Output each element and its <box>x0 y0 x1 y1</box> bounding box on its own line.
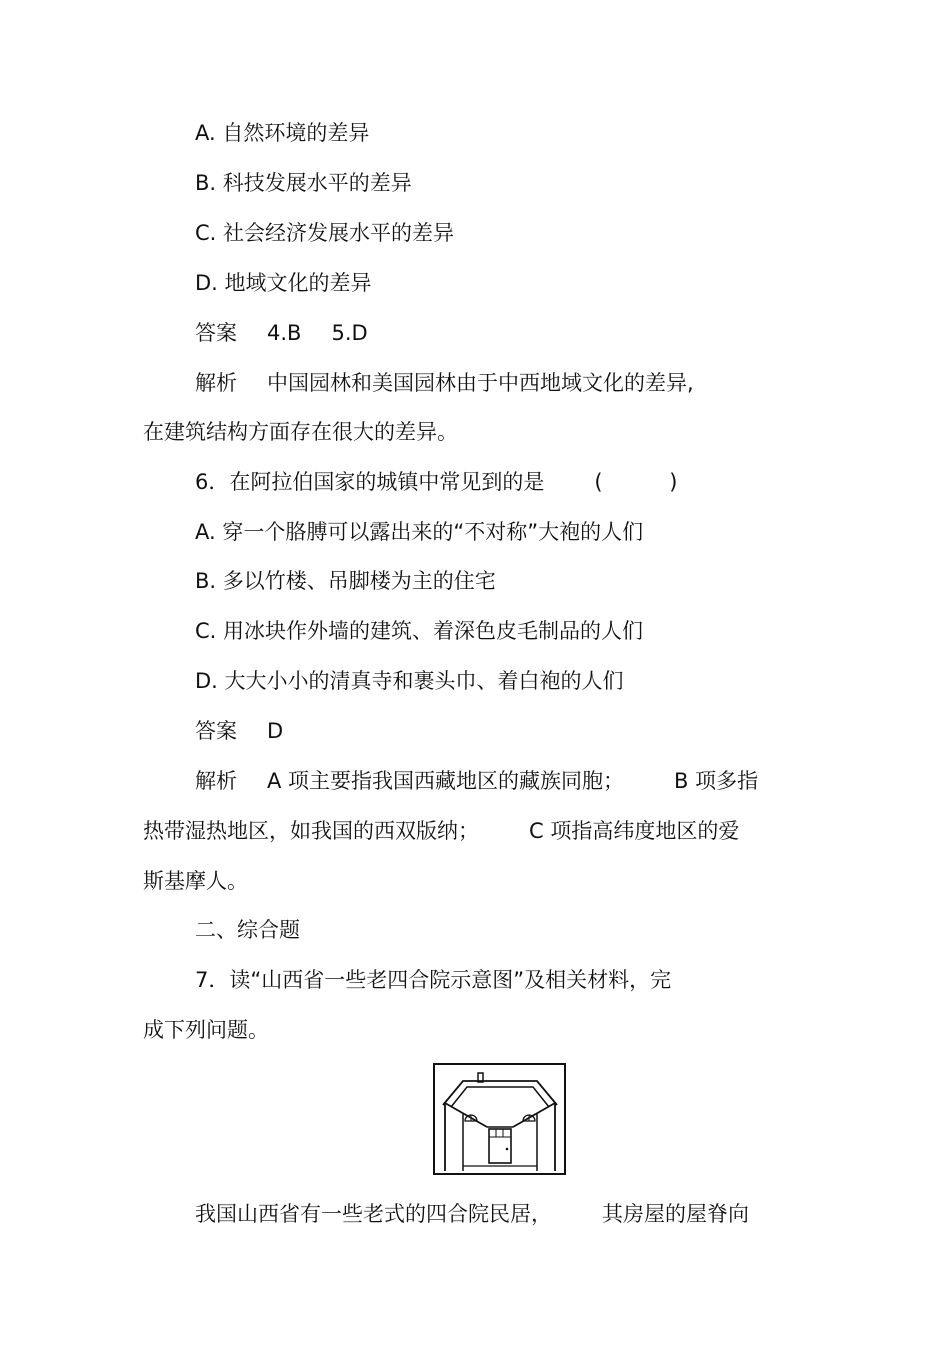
analysis-2b: C 项指高纬度地区的爱 <box>529 819 740 843</box>
option-text: 社会经济发展水平的差异 <box>223 221 455 245</box>
option-text: 大大小小的清真寺和裹头巾、着白袍的人们 <box>224 669 624 693</box>
option-text: 科技发展水平的差异 <box>222 171 412 195</box>
answer-label: 答案 <box>195 719 237 743</box>
option-letter: A. <box>195 121 216 145</box>
answer-value: D <box>267 719 284 743</box>
analysis-2a: 热带湿热地区，如我国的西双版纳； <box>143 819 479 843</box>
q5-option-a <box>195 119 369 147</box>
option-letter: B. <box>195 569 217 593</box>
q6-option-b <box>195 567 496 595</box>
q5-option-c <box>195 219 454 247</box>
courtyard-house-diagram <box>433 1063 566 1175</box>
q7-stem-line2: 成下列问题。 <box>143 1018 269 1042</box>
analysis-a: A 项主要指我国西藏地区的藏族同胞； <box>267 769 625 793</box>
roof-inner <box>451 1087 549 1107</box>
option-text: 用冰块作外墙的建筑、着深色皮毛制品的人们 <box>223 619 644 643</box>
q6-analysis-line1 <box>195 767 758 795</box>
option-text: 自然环境的差异 <box>222 121 370 145</box>
door <box>489 1129 511 1163</box>
q6-answer <box>195 717 283 745</box>
answer-4: 4.B <box>267 321 302 345</box>
q5-option-b <box>195 169 412 197</box>
analysis-text: 中国园林和美国园林由于中西地域文化的差异, <box>267 371 694 395</box>
door-knob <box>506 1148 509 1151</box>
q6-option-d <box>195 667 624 695</box>
material-part2: 其房屋的屋脊向 <box>602 1202 749 1226</box>
q5-answer <box>195 319 368 347</box>
option-letter: D. <box>195 669 218 693</box>
answer-parentheses: ( ) <box>594 470 678 494</box>
material-part1: 我国山西省有一些老式的四合院民居， <box>195 1202 552 1226</box>
roof-outer <box>443 1081 557 1105</box>
q6-stem-text: 6．在阿拉伯国家的城镇中常见到的是 <box>195 470 545 494</box>
analysis-label: 解析 <box>195 371 237 395</box>
right-eave <box>513 1103 555 1127</box>
q7-material <box>195 1200 749 1228</box>
q6-option-a <box>195 518 643 546</box>
q5-analysis-line1 <box>195 369 694 397</box>
analysis-label: 解析 <box>195 769 237 793</box>
option-letter: C. <box>195 221 217 245</box>
option-letter: A. <box>195 520 216 544</box>
option-text: 多以竹楼、吊脚楼为主的住宅 <box>222 569 496 593</box>
q6-option-c <box>195 617 643 645</box>
option-letter: B. <box>195 171 217 195</box>
q6-analysis-line3: 斯基摩人。 <box>143 869 248 893</box>
q6-stem <box>195 468 678 496</box>
q7-stem-line1: 7．读“山西省一些老四合院示意图”及相关材料，完 <box>195 968 672 992</box>
q5-option-d <box>195 269 372 297</box>
analysis-b: B 项多指 <box>674 769 759 793</box>
answer-5: 5.D <box>331 321 368 345</box>
q6-analysis-line2 <box>143 817 739 845</box>
option-text: 地域文化的差异 <box>224 271 372 295</box>
q5-analysis-line2: 在建筑结构方面存在很大的差异。 <box>143 420 458 444</box>
option-text: 穿一个胳膊可以露出来的“不对称”大袍的人们 <box>222 520 644 544</box>
section-title: 二、综合题 <box>195 918 300 942</box>
option-letter: C. <box>195 619 217 643</box>
left-eave <box>445 1103 487 1127</box>
option-letter: D. <box>195 271 218 295</box>
answer-label: 答案 <box>195 321 237 345</box>
